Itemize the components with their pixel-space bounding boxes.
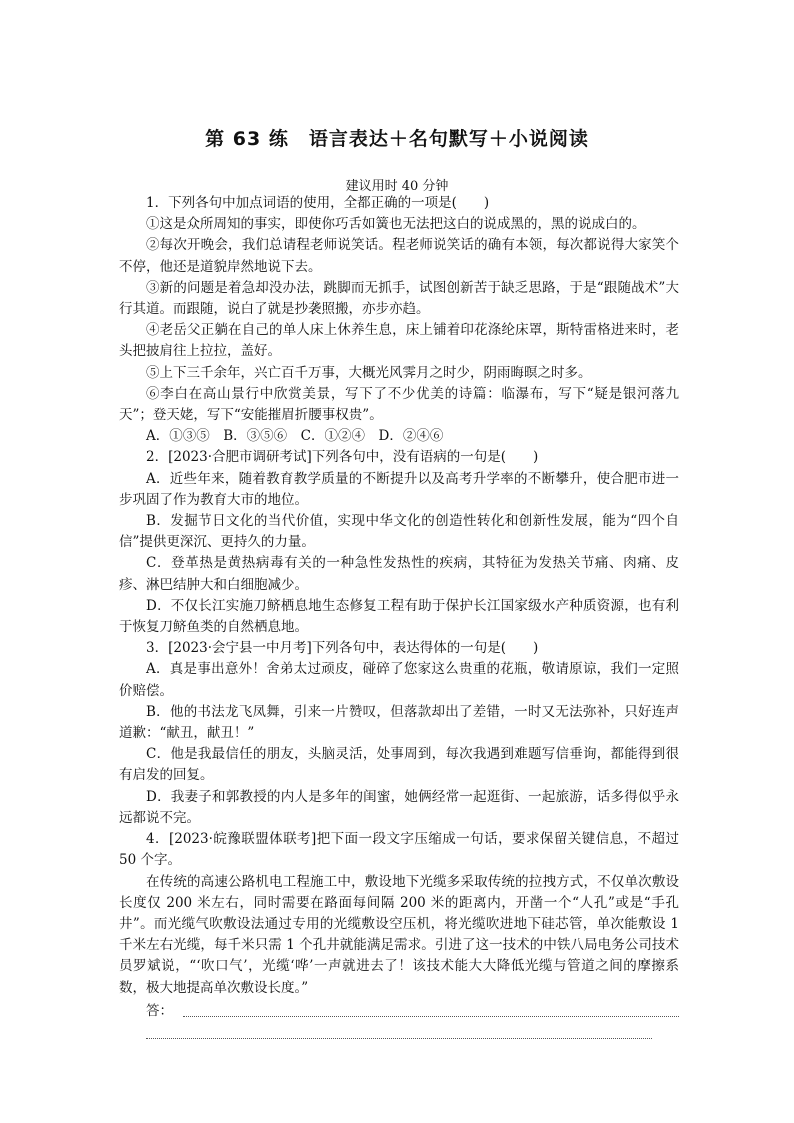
q1-sentence-3: ③新的问题是着急却没办法，跳脚而无抓手，试图创新苦于缺乏思路，于是“跟随战术”大行其道。而跟随，说白了就是抄袭照搬，亦步亦趋。 [119, 279, 679, 318]
answer-dotted-line-1[interactable] [183, 1003, 679, 1017]
q4-passage: 在传统的高速公路机电工程施工中，敷设地下光缆多采取传统的拉拽方式，不仅单次敷设长度仅 200 米左右，同时需要在路面每间隔 200 米的距离内，开凿一个“人孔”或是“手孔井”。而光缆气吹敷设法通过专用的光缆敷设空压机，将光缆吹进地下硅芯管，单次能敷设 1 千米左右光缆，每千米只需 1 个孔井就能满足需求。引进了这一技术的中铁八局电务公司技术员罗斌说，“‘吹口气’，光缆‘哗’一声就进去了！该技术能大大降低光缆与管道之间的摩擦系数，极大地提高单次敷设长度。” [119, 873, 679, 996]
q1-sentence-4: ④老岳父正躺在自己的单人床上休养生息，床上铺着印花涤纶床罩，斯特雷格进来时，老头把披肩往上拉拉，盖好。 [119, 322, 679, 360]
time-suggestion: 建议用时 40 分钟 [345, 179, 449, 194]
q1-sentence-1: ①这是众所周知的事实，即使你巧舌如簧也无法把这白的说成黑的，黑的说成白的。 [146, 216, 646, 233]
q2-option-b: B．发掘节日文化的当代价值，实现中华文化的创造性转化和创新性发展，能为“四个自信”提供更深沉、更持久的力量。 [119, 513, 679, 551]
q2-stem: 2．[2023·合肥市调研考试]下列各句中，没有语病的一句是( ) [146, 449, 539, 466]
q3-option-d: D．我妻子和郭教授的内人是多年的闺蜜，她俩经常一起逛街、一起旅游，话多得似乎永远都说不完。 [119, 788, 679, 826]
q1-sentence-5: ⑤上下三千余年，兴亡百千万事，大概光风霁月之时少，阴雨晦暝之时多。 [146, 364, 592, 381]
q2-option-d: D．不仅长江实施刀鲚栖息地生态修复工程有助于保护长江国家级水产种质资源，也有利于恢复刀鲚鱼类的自然栖息地。 [119, 597, 679, 636]
q2-option-a: A．近些年来，随着教育教学质量的不断提升以及高考升学率的不断攀升，使合肥市进一步巩固了作为教育大市的地位。 [119, 470, 679, 508]
q1-sentence-2: ②每次开晚会，我们总请程老师说笑话。程老师说笑话的确有本领，每次都说得大家笑个不停，他还是道貌岸然地说下去。 [119, 237, 679, 275]
q1-options: A．①③⑤ B．③⑤⑥ C．①②④ D．②④⑥ [146, 428, 444, 445]
answer-line[interactable] [119, 1001, 679, 1022]
answer-dotted-line-2[interactable] [146, 1024, 652, 1039]
q3-option-b: B．他的书法龙飞凤舞，引来一片赞叹，但落款却出了差错，一时又无法弥补，只好连声道歉：“献丑，献丑！” [119, 703, 679, 742]
q3-stem: 3．[2023·会宁县一中月考]下列各句中，表达得体的一句是( ) [146, 640, 539, 657]
q1-stem: 1．下列各句中加点词语的使用，全都正确的一项是( ) [146, 195, 490, 211]
answer-label: 答： [146, 1002, 173, 1019]
q1-sentence-6: ⑥李白在高山景行中欣赏美景，写下了不少优美的诗篇：临瀑布，写下“疑是银河落九天”；登天姥，写下“安能摧眉折腰事权贵”。 [119, 385, 679, 424]
page-title: 第 63 练 语言表达＋名句默写＋小说阅读 [205, 128, 589, 150]
q3-option-c: C．他是我最信任的朋友，头脑灵活，处事周到，每次我遇到难题写信垂询，都能得到很有启发的回复。 [119, 746, 679, 784]
question-content [119, 193, 679, 1039]
q4-stem: 4．[2023·皖豫联盟体联考]把下面一段文字压缩成一句话，要求保留关键信息，不超过 50 个字。 [119, 831, 679, 869]
q3-option-a: A．真是事出意外！舍弟太过顽皮，碰碎了您家这么贵重的花瓶，敬请原谅，我们一定照价赔偿。 [119, 661, 679, 699]
q2-option-c: C．登革热是黄热病毒有关的一种急性发热性的疾病，其特征为发热关节痛、肉痛、皮疹、淋巴结肿大和白细胞减少。 [119, 555, 679, 593]
